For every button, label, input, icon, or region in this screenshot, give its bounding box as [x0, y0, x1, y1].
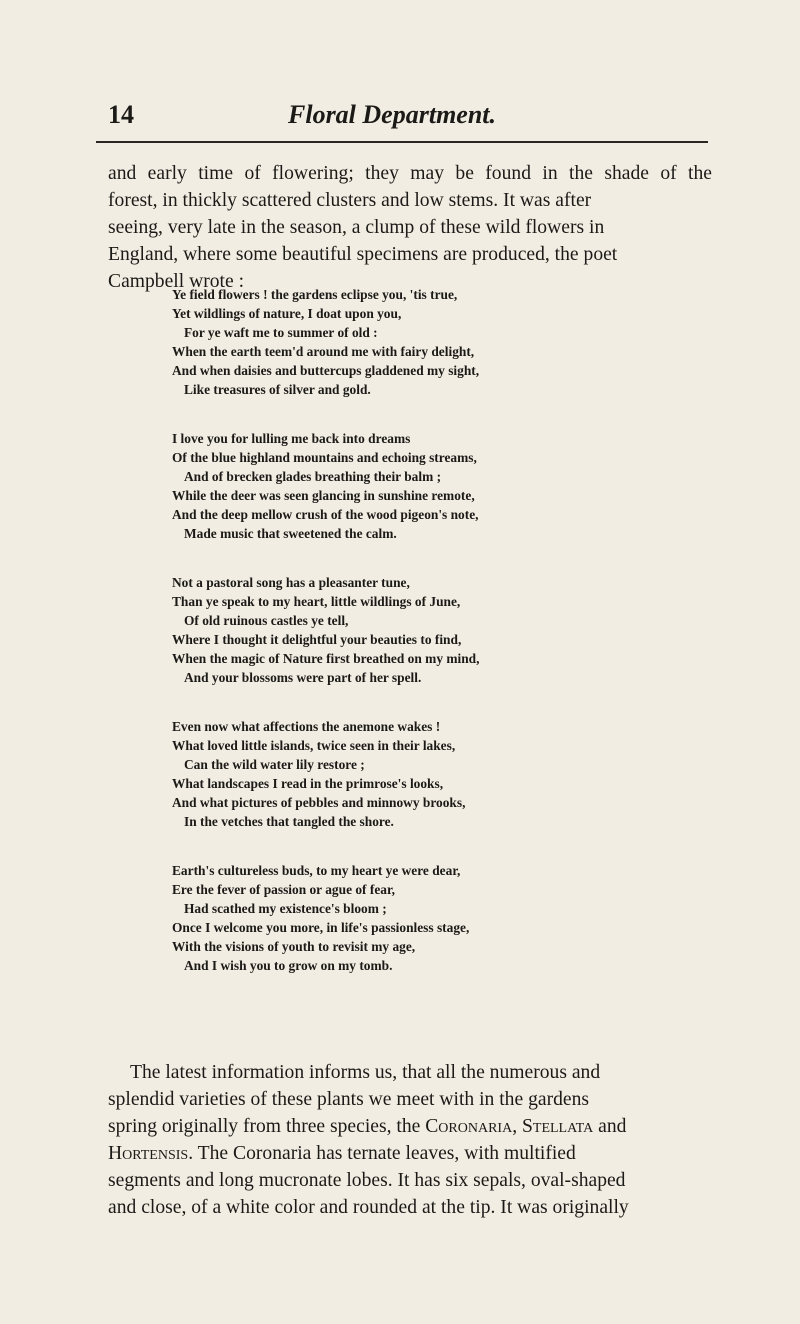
poem-stanza-4 — [172, 717, 692, 831]
header-rule — [96, 141, 708, 143]
poem-verse: What loved little islands, twice seen in their lakes, — [172, 738, 456, 753]
closing-line: segments and long mucronate lobes. It has six sepals, oval-shaped — [108, 1170, 626, 1191]
poem-verse: Of the blue highland mountains and echoing streams, — [172, 450, 477, 465]
species-name: Stellata — [522, 1116, 594, 1137]
poem-verse: Not a pastoral song has a pleasanter tune, — [172, 575, 410, 590]
poem-verse: Of old ruinous castles ye tell, — [184, 613, 349, 628]
intro-paragraph — [108, 160, 712, 295]
poem-verse: With the visions of youth to revisit my age, — [172, 939, 416, 954]
poem-verse: Can the wild water lily restore ; — [184, 757, 365, 772]
poem-verse: When the magic of Nature first breathed on my mind, — [172, 651, 480, 666]
intro-line: Campbell wrote : — [108, 271, 245, 292]
intro-line: England, where some beautiful specimens are produced, the poet — [108, 244, 618, 265]
poem-verse: Yet wildlings of nature, I doat upon you, — [172, 306, 402, 321]
poem-verse: Had scathed my existence's bloom ; — [184, 901, 387, 916]
intro-line: seeing, very late in the season, a clump of these wild flowers in — [108, 217, 605, 238]
species-name: Hortensis — [108, 1143, 189, 1164]
poem-verse: What landscapes I read in the primrose's looks, — [172, 776, 444, 791]
poem-verse: Earth's cultureless buds, to my heart ye were dear, — [172, 863, 461, 878]
closing-line: splendid varieties of these plants we meet with in the gardens — [108, 1089, 590, 1110]
poem-verse: Than ye speak to my heart, little wildlings of June, — [172, 594, 461, 609]
closing-line — [108, 1113, 712, 1140]
closing-line — [108, 1140, 712, 1167]
poem-stanza-3 — [172, 573, 692, 687]
closing-paragraph — [108, 1059, 712, 1221]
poem-verse: Even now what affections the anemone wakes ! — [172, 719, 441, 734]
poem-verse: When the earth teem'd around me with fairy delight, — [172, 344, 475, 359]
poem-verse: Like treasures of silver and gold. — [184, 382, 371, 397]
poem-verse: Ere the fever of passion or ague of fear, — [172, 882, 396, 897]
closing-line: The latest information informs us, that all the numerous and — [130, 1062, 601, 1083]
poem-verse: And when daisies and buttercups gladdened my sight, — [172, 363, 480, 378]
poem-verse: Once I welcome you more, in life's passionless stage, — [172, 920, 470, 935]
poem-verse: For ye waft me to summer of old : — [184, 325, 378, 340]
poem-verse: While the deer was seen glancing in sunshine remote, — [172, 488, 475, 503]
closing-text: . The Coronaria has ternate leaves, with multified — [188, 1143, 576, 1164]
poem-verse: Ye field flowers ! the gardens eclipse you, 'tis true, — [172, 287, 458, 302]
poem-verse: And your blossoms were part of her spell. — [184, 670, 422, 685]
closing-line: and close, of a white color and rounded at the tip. It was originally — [108, 1197, 629, 1218]
closing-text: and — [593, 1116, 627, 1137]
poem-verse: And the deep mellow crush of the wood pigeon's note, — [172, 507, 479, 522]
closing-text: , — [512, 1116, 522, 1137]
poem-verse: Where I thought it delightful your beauties to find, — [172, 632, 462, 647]
poem-stanza-1 — [172, 285, 692, 399]
poem-verse: And of brecken glades breathing their balm ; — [184, 469, 442, 484]
poem-verse: In the vetches that tangled the shore. — [184, 814, 394, 829]
poem-verse: And what pictures of pebbles and minnowy brooks, — [172, 795, 466, 810]
poem-stanza-5 — [172, 861, 692, 975]
closing-text: spring originally from three species, the — [108, 1116, 426, 1137]
poem-stanza-2 — [172, 429, 692, 543]
running-head: Floral Department. — [288, 100, 497, 129]
page-header — [108, 100, 708, 134]
poem-verse: Made music that sweetened the calm. — [184, 526, 397, 541]
intro-line: and early time of flowering; they may be found in the shade of the — [108, 163, 712, 184]
page-number: 14 — [108, 100, 134, 129]
species-name: Coronaria — [425, 1116, 513, 1137]
intro-line: forest, in thickly scattered clusters and low stems. It was after — [108, 190, 592, 211]
poem-verse: And I wish you to grow on my tomb. — [184, 958, 393, 973]
poem-verse: I love you for lulling me back into dreams — [172, 431, 411, 446]
